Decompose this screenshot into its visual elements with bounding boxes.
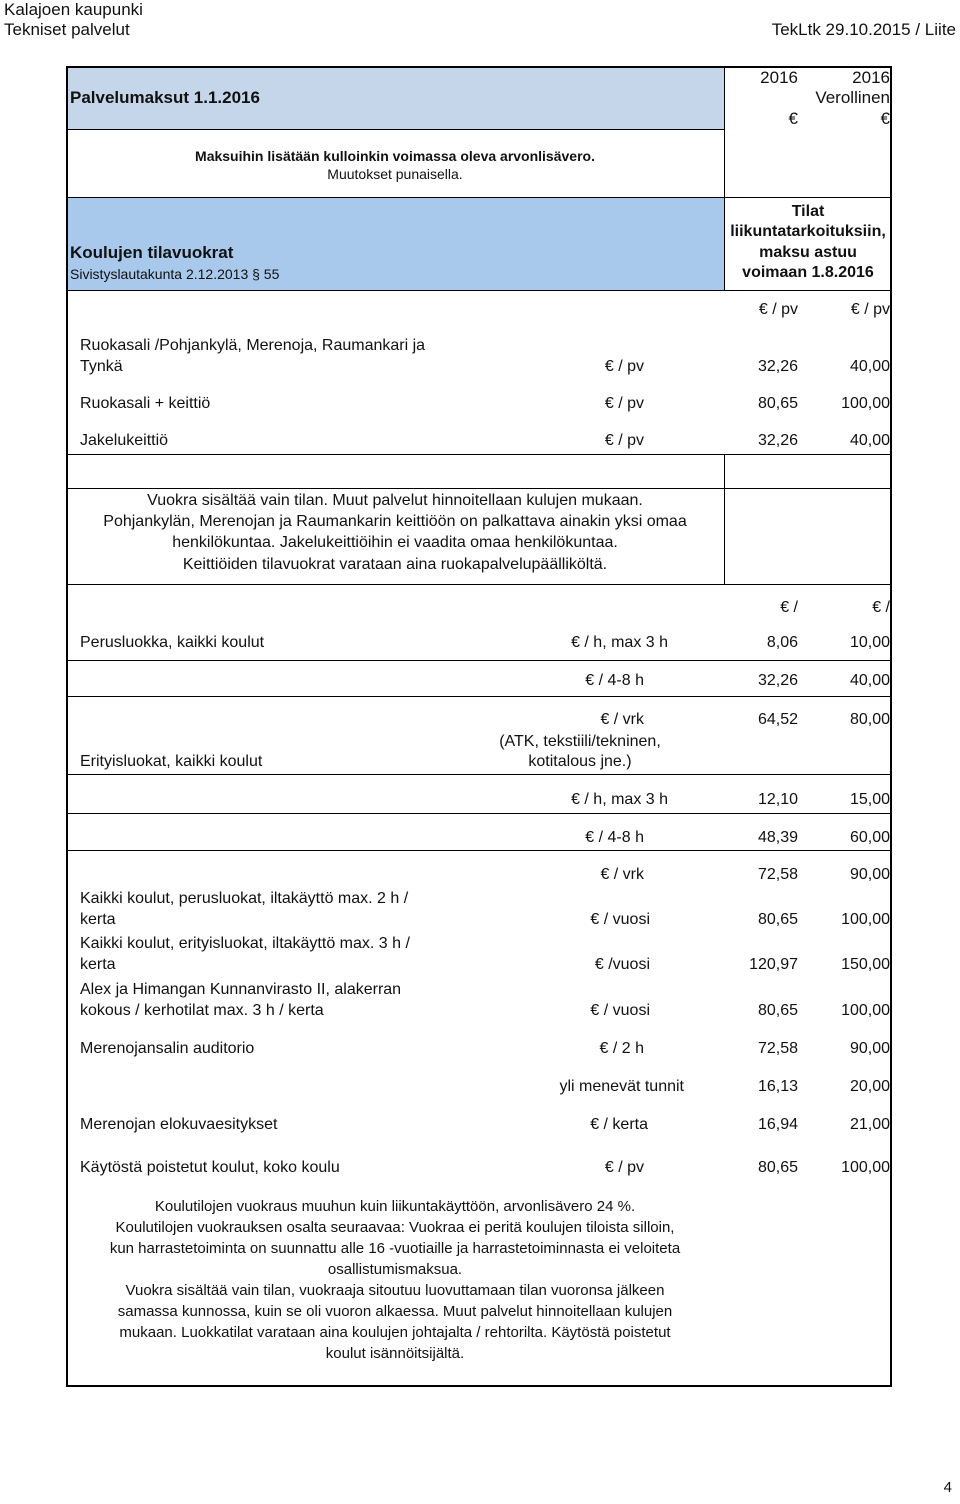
row-value-col2: 100,00 — [841, 1002, 890, 1019]
row-label: kerta — [80, 911, 116, 928]
row-divider — [66, 584, 892, 585]
row-label: Käytöstä poistetut koulut, koko koulu — [80, 1159, 340, 1176]
cell-border — [66, 660, 67, 696]
section-heading: Koulujen tilavuokrat — [70, 243, 234, 262]
decision-reference: Sivistyslautakunta 2.12.2013 § 55 — [70, 266, 280, 282]
col2-year: 2016 — [852, 68, 890, 87]
row-label: Erityisluokat, kaikki koulut — [80, 753, 263, 770]
row-value-col1: 16,13 — [757, 1078, 798, 1095]
row-unit: yli menevät tunnit — [559, 1078, 684, 1095]
row-unit: € / vrk — [600, 711, 644, 728]
unit-header-b-col2: € / — [872, 599, 890, 616]
org-department: Tekniset palvelut — [4, 20, 130, 39]
row-value-col1: 120,97 — [749, 956, 798, 973]
final-note-line: kun harrastetoiminta on suunnattu alle 16 -vuotiaille ja harrastetoiminnasta ei veloiteta — [109, 1240, 681, 1257]
row-value-col1: 64,52 — [757, 711, 798, 728]
row-unit: € / pv — [604, 1159, 644, 1176]
row-divider — [66, 696, 892, 697]
row-value-col1: 72,58 — [757, 866, 798, 883]
row-divider — [66, 197, 892, 198]
column-divider — [724, 454, 725, 584]
row-label: Ruokasali + keittiö — [80, 395, 211, 412]
row-unit: € / 4-8 h — [585, 829, 644, 846]
row-value-col1: 8,06 — [766, 634, 798, 651]
row-value-col2: 15,00 — [849, 791, 890, 808]
row-divider — [66, 850, 892, 851]
tilat-note-line: maksu astuu — [759, 244, 857, 261]
row-value-col1: 32,26 — [757, 358, 798, 375]
final-note-line: osallistumismaksua. — [327, 1261, 463, 1278]
col2-currency: € — [880, 109, 890, 128]
row-divider — [66, 660, 892, 661]
kitchen-note-line: Keittiöiden tilavuokrat varataan aina ruokapalvelupäälliköltä. — [182, 556, 608, 573]
row-unit: € / vuosi — [590, 911, 650, 928]
row-divider — [66, 813, 892, 814]
document-reference: TekLtk 29.10.2015 / Liite — [771, 20, 956, 39]
row-unit: € / h, max 3 h — [571, 791, 668, 808]
col1-currency: € — [788, 109, 798, 128]
row-value-col1: 16,94 — [757, 1116, 798, 1133]
row-label: Kaikki koulut, perusluokat, iltakäyttö max. 2 h / — [80, 890, 409, 907]
row-unit: € / vrk — [600, 866, 644, 883]
row-value-col2: 21,00 — [849, 1116, 890, 1133]
row-label: Ruokasali /Pohjankylä, Merenoja, Raumankari ja — [80, 337, 426, 354]
row-value-col2: 20,00 — [849, 1078, 890, 1095]
row-value-col2: 90,00 — [849, 866, 890, 883]
row-divider — [66, 488, 892, 489]
changes-note: Muutokset punaisella. — [327, 166, 463, 182]
vat-note: Maksuihin lisätään kulloinkin voimassa oleva arvonlisävero. — [195, 148, 595, 164]
row-label: kerta — [80, 956, 116, 973]
row-unit-note: kotitalous jne.) — [528, 753, 632, 770]
kitchen-note-line: Pohjankylän, Merenojan ja Raumankarin keittiöön on palkattava ainakin yksi omaa — [103, 513, 687, 530]
row-divider — [66, 129, 724, 130]
final-note-line: Vuokra sisältää vain tilan, vuokraaja sitoutuu luovuttamaan tilan vuoronsa jälkeen — [125, 1282, 665, 1299]
row-divider — [66, 454, 892, 455]
row-value-col2: 90,00 — [849, 1040, 890, 1057]
row-value-col2: 10,00 — [849, 634, 890, 651]
row-unit: € / h, max 3 h — [571, 634, 668, 651]
final-note-line: mukaan. Luokkatilat varataan aina koulujen johtajalta / rehtorilta. Käytöstä poistetut — [119, 1324, 671, 1341]
unit-header-col2: € / pv — [850, 301, 890, 318]
row-value-col1: 80,65 — [757, 1159, 798, 1176]
row-value-col2: 100,00 — [841, 911, 890, 928]
row-value-col1: 12,10 — [757, 791, 798, 808]
row-label: kokous / kerhotilat max. 3 h / kerta — [80, 1002, 324, 1019]
row-unit: € / vuosi — [590, 1002, 650, 1019]
row-label: Merenojan elokuvaesitykset — [80, 1116, 278, 1133]
page-title: Palvelumaksut 1.1.2016 — [70, 88, 260, 107]
col1-year: 2016 — [760, 68, 798, 87]
row-value-col2: 100,00 — [841, 1159, 890, 1176]
row-value-col1: 32,26 — [757, 432, 798, 449]
final-note-line: samassa kunnossa, kuin se oli vuoron alkaessa. Muut palvelut hinnoitellaan kulujen — [117, 1303, 673, 1320]
row-unit-note: (ATK, tekstiili/tekninen, — [499, 733, 661, 750]
row-unit: € /vuosi — [594, 956, 650, 973]
row-label: Tynkä — [80, 358, 123, 375]
row-unit: € / pv — [604, 358, 644, 375]
row-unit: € / pv — [604, 395, 644, 412]
row-label: Merenojansalin auditorio — [80, 1040, 255, 1057]
kitchen-note-line: henkilökuntaa. Jakelukeittiöihin ei vaadita omaa henkilökuntaa. — [172, 534, 618, 551]
row-label: Jakelukeittiö — [80, 432, 169, 449]
final-note-line: koulut isännöitsijältä. — [325, 1345, 465, 1362]
row-divider — [66, 290, 892, 291]
org-name: Kalajoen kaupunki — [4, 0, 143, 19]
row-value-col1: 48,39 — [757, 829, 798, 846]
tilat-note-line: voimaan 1.8.2016 — [742, 264, 874, 281]
row-value-col2: 40,00 — [849, 672, 890, 689]
row-value-col1: 80,65 — [757, 1002, 798, 1019]
row-unit: € / 4-8 h — [585, 672, 644, 689]
row-value-col2: 40,00 — [849, 358, 890, 375]
row-unit: € / kerta — [590, 1116, 648, 1133]
tilat-note-line: Tilat — [791, 203, 825, 220]
row-value-col1: 80,65 — [757, 395, 798, 412]
row-divider — [66, 774, 892, 775]
final-note-line: Koulutilojen vuokraus muuhun kuin liikuntakäyttöön, arvonlisävero 24 %. — [154, 1198, 636, 1215]
row-label: Kaikki koulut, erityisluokat, iltakäyttö max. 3 h / — [80, 935, 410, 952]
page-number: 4 — [943, 1479, 952, 1496]
row-value-col1: 80,65 — [757, 911, 798, 928]
unit-header-b-col1: € / — [780, 599, 798, 616]
row-value-col2: 150,00 — [841, 956, 890, 973]
row-value-col1: 32,26 — [757, 672, 798, 689]
unit-header-col1: € / pv — [758, 301, 798, 318]
row-value-col2: 60,00 — [849, 829, 890, 846]
row-value-col2: 80,00 — [849, 711, 890, 728]
tilat-note-line: liikuntatarkoituksiin, — [730, 223, 886, 240]
kitchen-note-line: Vuokra sisältää vain tilan. Muut palvelut hinnoitellaan kulujen mukaan. — [147, 492, 643, 509]
row-value-col2: 100,00 — [841, 395, 890, 412]
row-label: Alex ja Himangan Kunnanvirasto II, alakerran — [80, 981, 402, 998]
col2-subtitle: Verollinen — [815, 88, 890, 107]
row-label: Perusluokka, kaikki koulut — [80, 634, 265, 651]
row-unit: € / 2 h — [599, 1040, 644, 1057]
row-value-col2: 40,00 — [849, 432, 890, 449]
row-unit: € / pv — [604, 432, 644, 449]
final-note-line: Koulutilojen vuokrauksen osalta seuraavaa: Vuokraa ei peritä koulujen tiloista silloin, — [115, 1219, 675, 1236]
row-value-col1: 72,58 — [757, 1040, 798, 1057]
